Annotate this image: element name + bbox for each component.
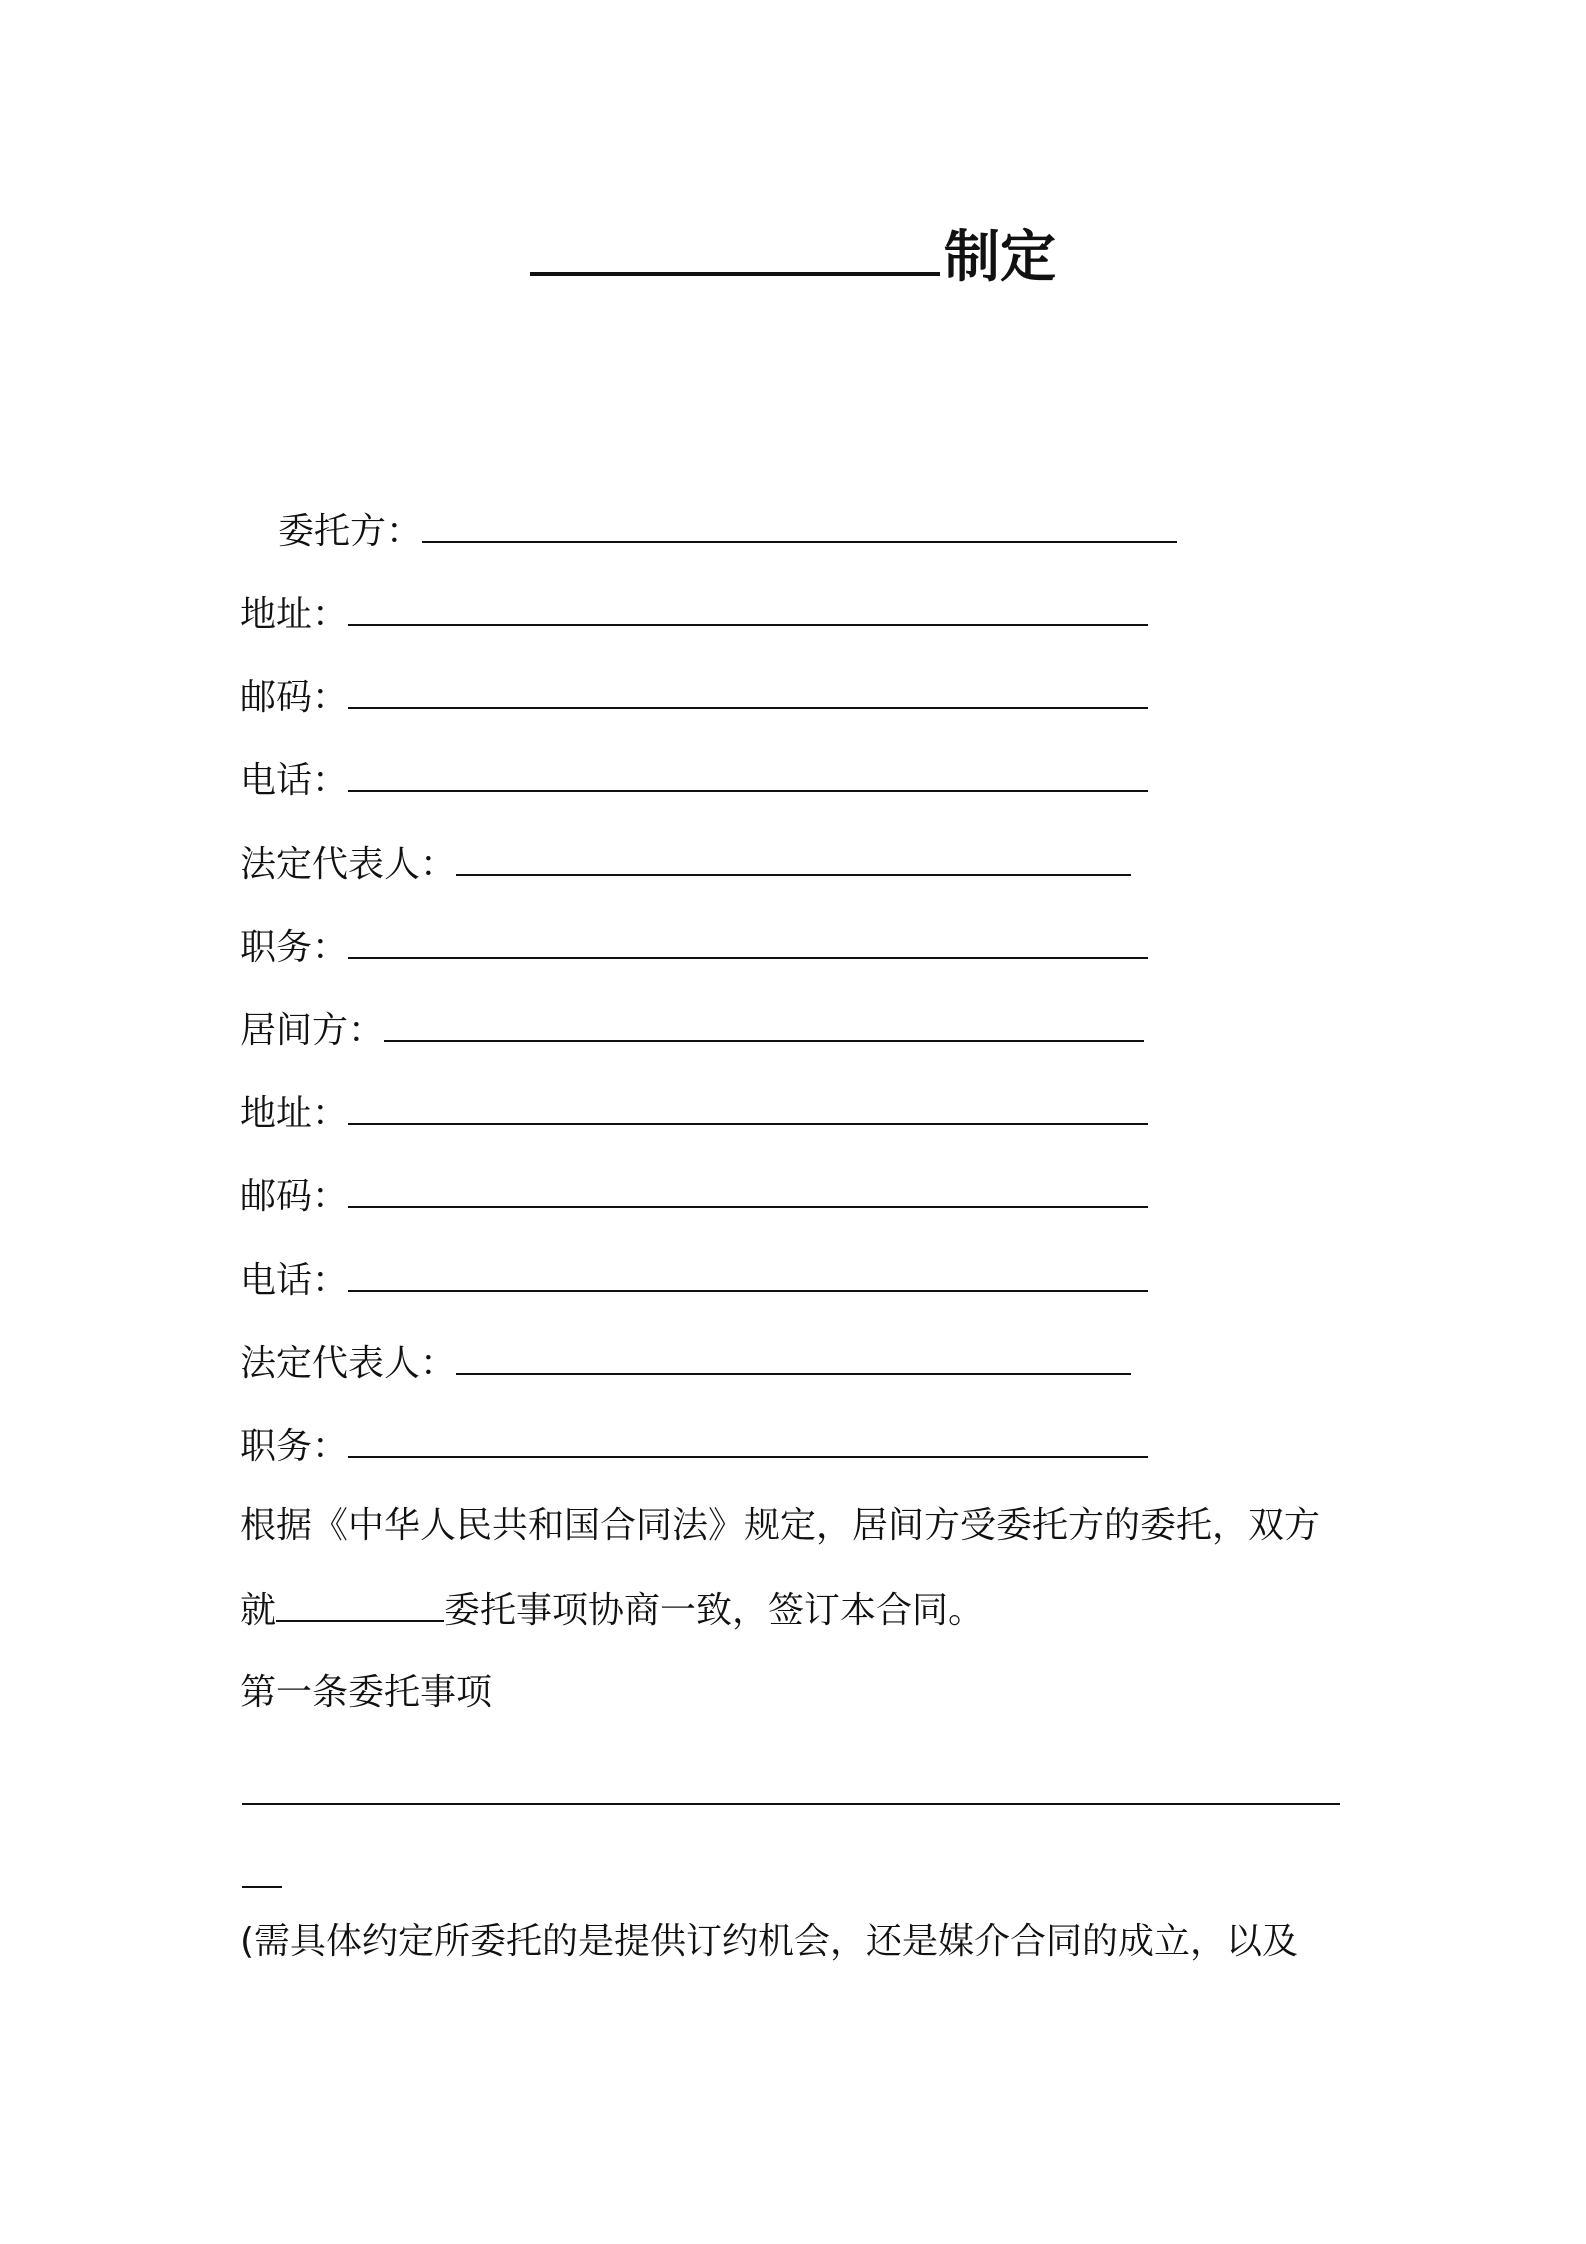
field-row-client-address — [240, 588, 1148, 640]
field-blank-line[interactable] — [348, 671, 1148, 709]
body-paragraph-line-1: 根据《中华人民共和国合同法》规定，居间方受委托方的委托，双方 — [240, 1505, 1321, 1546]
field-label: 地址： — [240, 1093, 349, 1134]
field-label: 地址： — [240, 594, 349, 635]
field-blank-line[interactable] — [456, 1337, 1131, 1375]
field-label: 邮码： — [240, 1176, 349, 1217]
field-blank-line[interactable] — [422, 505, 1177, 543]
field-row-intermediary-phone — [240, 1254, 1148, 1306]
article-1-blank-line-continued[interactable] — [242, 1886, 282, 1888]
field-row-intermediary-postcode — [240, 1170, 1148, 1222]
field-label: 电话： — [240, 760, 349, 801]
article-1-note: (需具体约定所委托的是提供订约机会，还是媒介合同的成立，以及 — [240, 1921, 1299, 1962]
field-blank-line[interactable] — [348, 588, 1148, 626]
field-label: 邮码： — [240, 677, 349, 718]
field-row-client-postcode — [240, 671, 1148, 723]
body-text: 就 — [240, 1590, 277, 1631]
field-label: 居间方： — [240, 1010, 385, 1051]
field-label: 职务： — [240, 927, 349, 968]
field-row-intermediary-position — [240, 1420, 1148, 1472]
field-label: 职务： — [240, 1426, 349, 1467]
field-blank-line[interactable] — [384, 1004, 1144, 1042]
inline-blank-line[interactable] — [276, 1584, 444, 1622]
article-1-blank-line[interactable] — [242, 1803, 1340, 1805]
field-row-client-legal-rep — [240, 838, 1131, 890]
field-blank-line[interactable] — [348, 1420, 1148, 1458]
field-row-intermediary-address — [240, 1087, 1148, 1139]
field-blank-line[interactable] — [348, 1254, 1148, 1292]
field-blank-line[interactable] — [348, 1087, 1148, 1125]
field-blank-line[interactable] — [348, 921, 1148, 959]
field-label: 法定代表人： — [240, 1343, 457, 1384]
field-row-client-phone — [240, 754, 1148, 806]
field-row-intermediary — [240, 1004, 1144, 1056]
field-row-client — [278, 505, 1177, 557]
title-blank-line[interactable] — [530, 210, 940, 276]
article-1-heading: 第一条委托事项 — [240, 1672, 493, 1713]
field-blank-line[interactable] — [348, 754, 1148, 792]
body-text: 委托事项协商一致，签订本合同。 — [444, 1590, 985, 1631]
field-blank-line[interactable] — [456, 838, 1131, 876]
field-blank-line[interactable] — [348, 1170, 1148, 1208]
field-label: 电话： — [240, 1260, 349, 1301]
title-suffix: 制定 — [944, 225, 1056, 290]
document-title — [0, 210, 1586, 298]
body-paragraph-line-2 — [240, 1584, 984, 1636]
field-row-intermediary-legal-rep — [240, 1337, 1131, 1389]
field-label: 委托方： — [278, 511, 423, 552]
field-label: 法定代表人： — [240, 844, 457, 885]
field-row-client-position — [240, 921, 1148, 973]
